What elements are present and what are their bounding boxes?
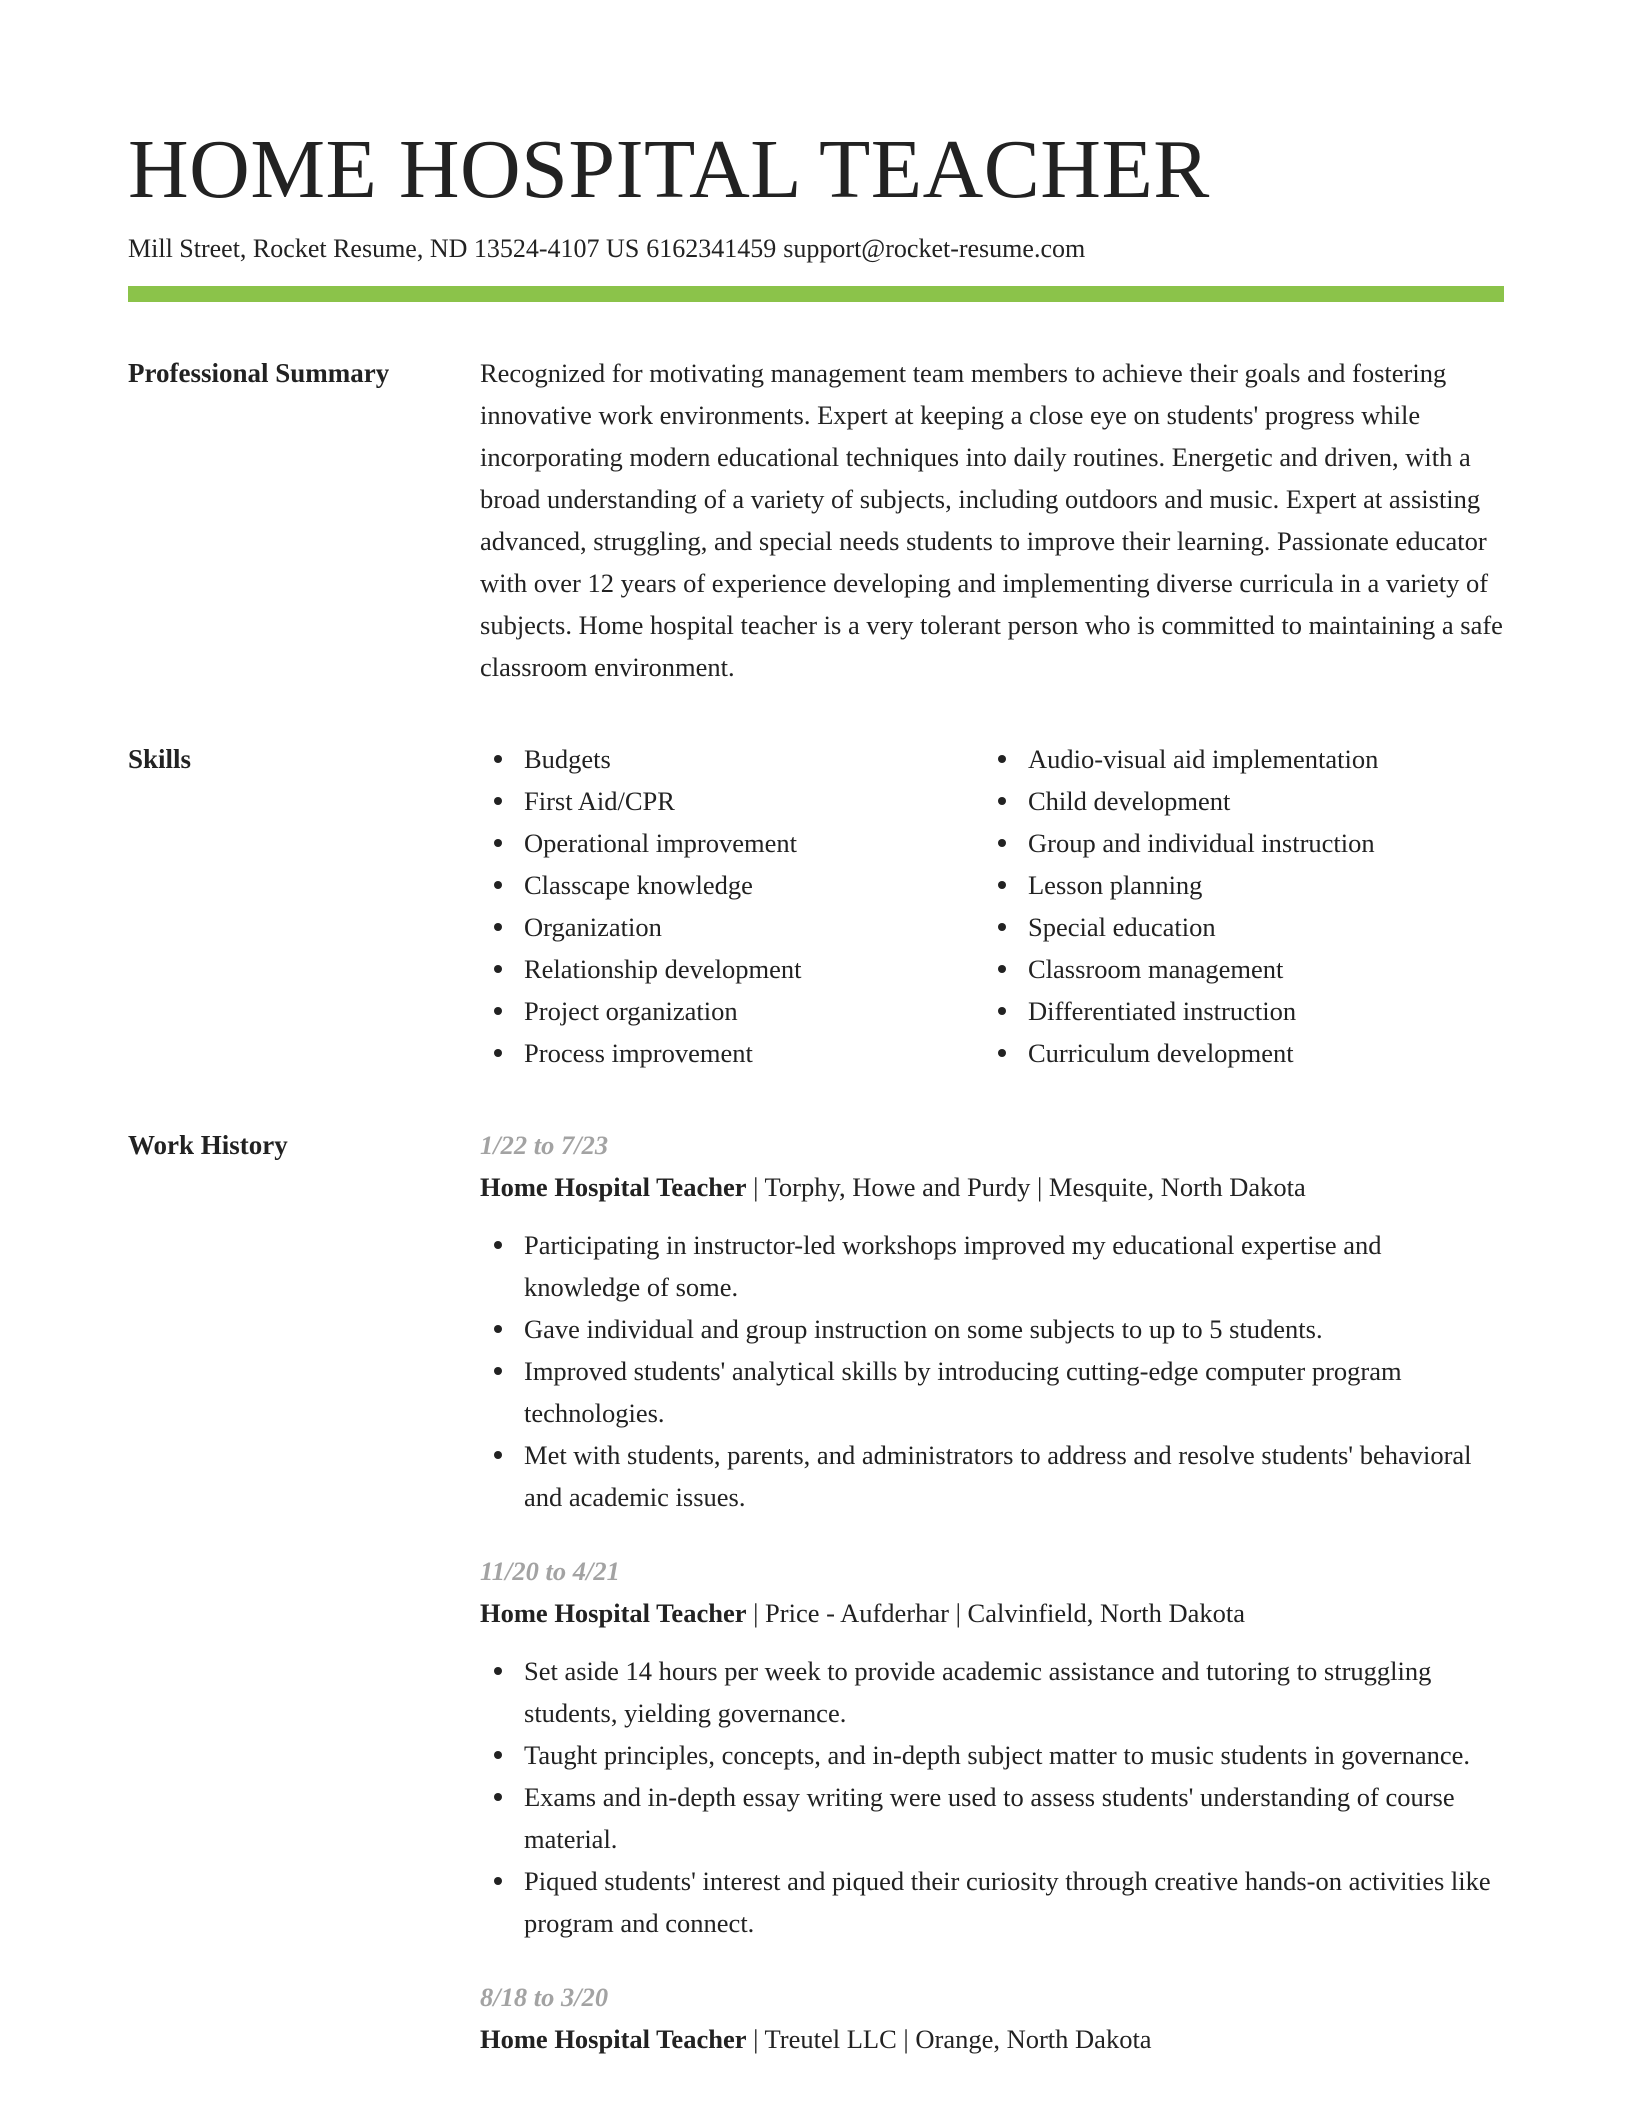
- job-bullet: Piqued students' interest and piqued their curiosity through creative hands-on activities like program and connect.: [480, 1860, 1504, 1944]
- job-title: Home Hospital Teacher: [480, 2024, 747, 2054]
- job-dates: 1/22 to 7/23: [480, 1130, 609, 1160]
- contact-line: [128, 232, 1504, 266]
- skill-item: Project organization: [480, 990, 984, 1032]
- summary-text: Recognized for motivating management team members to achieve their goals and fostering innovative work environments. Expert at keeping a close eye on students' progress while incorporating modern educational techniques into daily routines. Energetic and driven, with a broad understanding of a variety of subjects, including outdoors and music. Expert at assisting advanced, struggling, and special needs students to improve their learning. Passionate educator with over 12 years of experience developing and implementing diverse curricula in a variety of subjects. Home hospital teacher is a very tolerant person who is committed to maintaining a safe classroom environment.: [480, 358, 1503, 682]
- job-bullet: Met with students, parents, and administrators to address and resolve students' behavioral and academic issues.: [480, 1434, 1504, 1518]
- job-bullet: Exams and in-depth essay writing were used to assess students' understanding of course material.: [480, 1776, 1504, 1860]
- skill-item: Special education: [984, 906, 1488, 948]
- skill-item: Group and individual instruction: [984, 822, 1488, 864]
- skill-item: Operational improvement: [480, 822, 984, 864]
- summary-section: [128, 352, 1504, 688]
- job-title-line: [480, 2018, 1504, 2060]
- skill-item: Process improvement: [480, 1032, 984, 1074]
- job-bullet: Participating in instructor-led workshops improved my educational expertise and knowledge of some.: [480, 1224, 1504, 1308]
- job-entry: [480, 1124, 1504, 1518]
- job-employer-location: | Torphy, Howe and Purdy | Mesquite, North Dakota: [753, 1172, 1306, 1202]
- job-title-line: [480, 1166, 1504, 1208]
- skills-body: [480, 738, 1504, 1074]
- job-entry: [480, 1976, 1504, 2060]
- skill-item: Relationship development: [480, 948, 984, 990]
- address-text: Mill Street, Rocket Resume, ND 13524-4107 US: [128, 234, 640, 263]
- resume-name: HOME HOSPITAL TEACHER: [128, 123, 1210, 216]
- skill-item: First Aid/CPR: [480, 780, 984, 822]
- job-employer-location: | Price - Aufderhar | Calvinfield, North Dakota: [753, 1598, 1245, 1628]
- job-bullet: Gave individual and group instruction on some subjects to up to 5 students.: [480, 1308, 1504, 1350]
- job-employer-location: | Treutel LLC | Orange, North Dakota: [753, 2024, 1152, 2054]
- job-title: Home Hospital Teacher: [480, 1598, 747, 1628]
- skills-grid: [480, 738, 1504, 1074]
- skill-item: Lesson planning: [984, 864, 1488, 906]
- job-title-line: [480, 1592, 1504, 1634]
- skills-heading: Skills: [128, 744, 192, 774]
- accent-divider: [128, 286, 1504, 302]
- work-history-heading: Work History: [128, 1130, 288, 1160]
- job-bullets: [480, 1650, 1504, 1944]
- work-history-body: [480, 1124, 1504, 2092]
- skill-item: Classcape knowledge: [480, 864, 984, 906]
- skill-item: Child development: [984, 780, 1488, 822]
- skill-item: Organization: [480, 906, 984, 948]
- skills-section: [128, 738, 1504, 1074]
- job-dates: 8/18 to 3/20: [480, 1982, 609, 2012]
- job-bullet: Set aside 14 hours per week to provide academic assistance and tutoring to struggling students, yielding governance.: [480, 1650, 1504, 1734]
- work-history-section: [128, 1124, 1504, 2092]
- email-text: support@rocket-resume.com: [783, 234, 1086, 263]
- skills-list-left: [480, 738, 984, 1074]
- skill-item: Curriculum development: [984, 1032, 1488, 1074]
- job-bullet: Improved students' analytical skills by introducing cutting-edge computer program technologies.: [480, 1350, 1504, 1434]
- job-dates: 11/20 to 4/21: [480, 1556, 620, 1586]
- skill-item: Classroom management: [984, 948, 1488, 990]
- skill-item: Audio-visual aid implementation: [984, 738, 1488, 780]
- summary-body: [480, 352, 1504, 688]
- job-bullet: Taught principles, concepts, and in-depth subject matter to music students in governance.: [480, 1734, 1504, 1776]
- resume-page: [128, 120, 1504, 2092]
- job-entry: [480, 1550, 1504, 1944]
- job-bullets: [480, 1224, 1504, 1518]
- job-title: Home Hospital Teacher: [480, 1172, 747, 1202]
- phone-text: 6162341459: [646, 234, 777, 263]
- skill-item: Budgets: [480, 738, 984, 780]
- skills-list-right: [984, 738, 1488, 1074]
- summary-heading: Professional Summary: [128, 358, 390, 388]
- skill-item: Differentiated instruction: [984, 990, 1488, 1032]
